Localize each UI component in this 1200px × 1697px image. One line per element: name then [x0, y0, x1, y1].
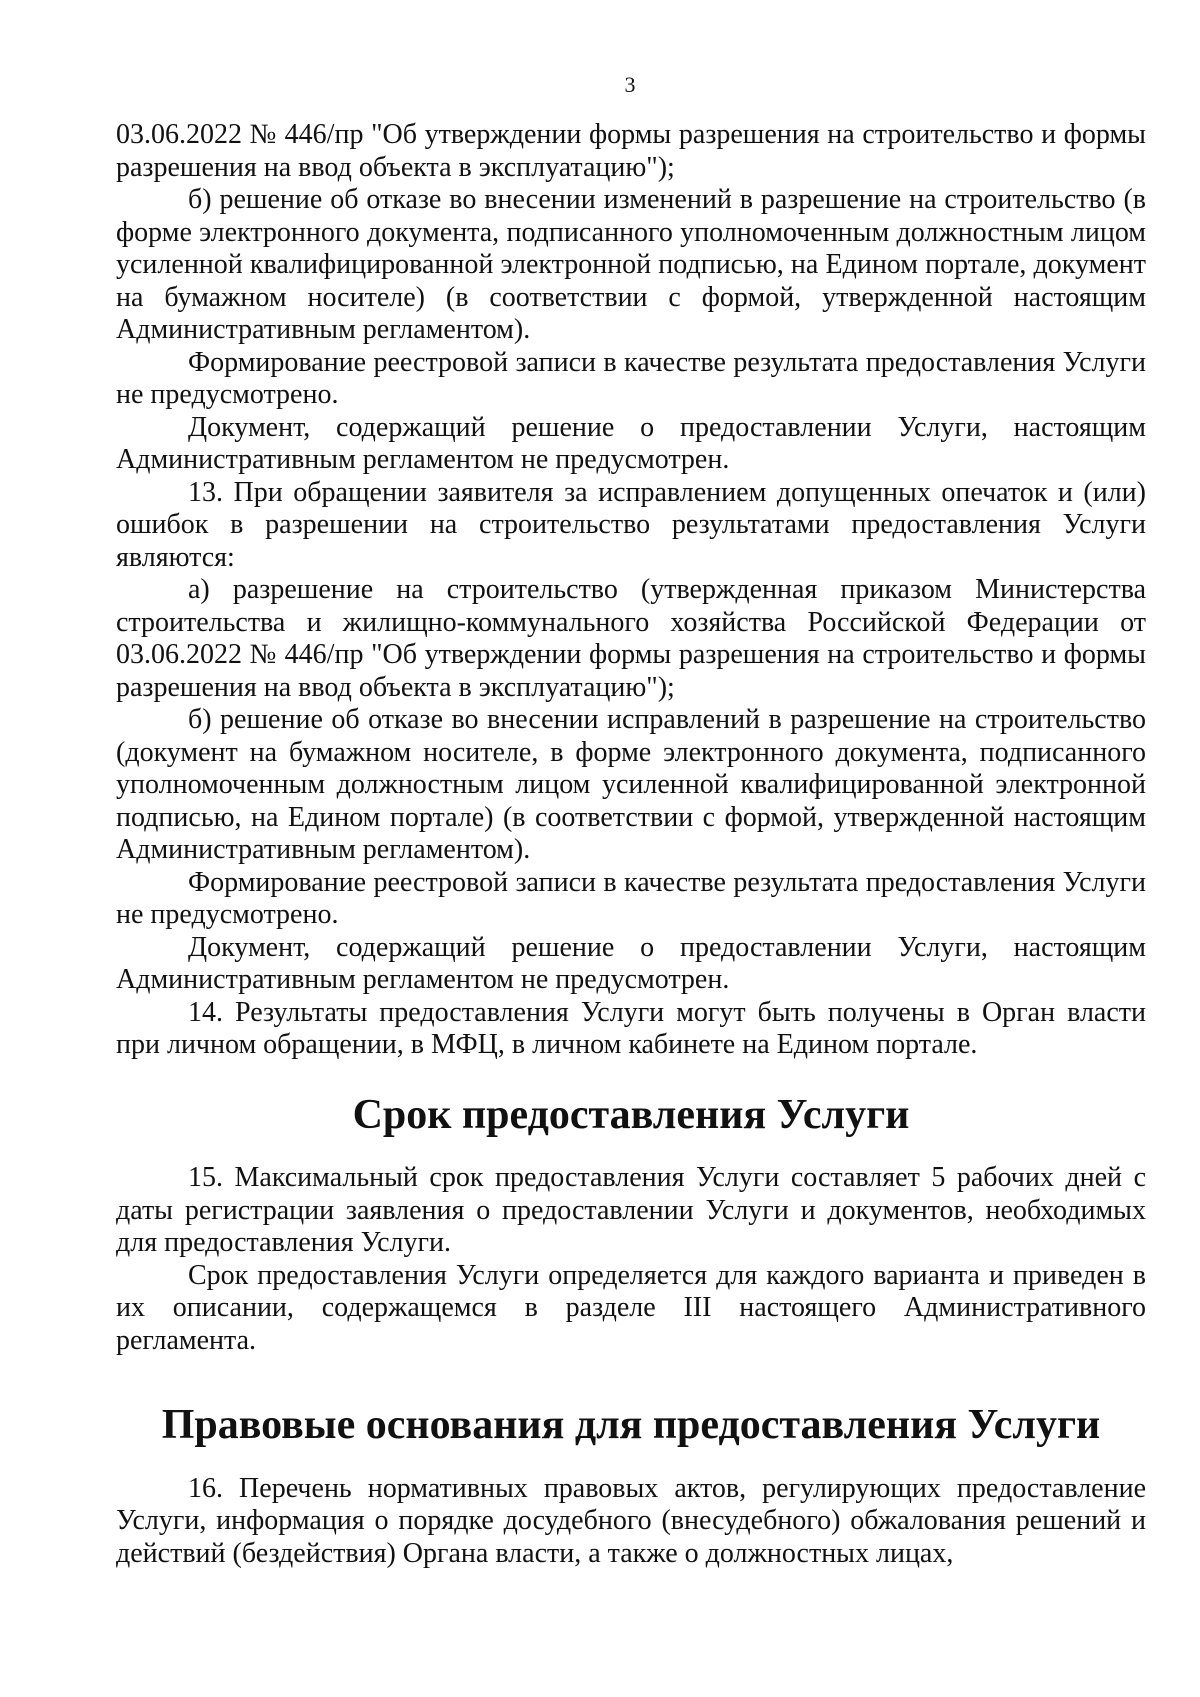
paragraph-order-reference: 03.06.2022 № 446/пр "Об утверждении формы разрешения на строительство и формы разрешения на ввод объекта в эксплуатацию"); [116, 119, 1146, 183]
paragraph-registry-record-2: Формирование реестровой записи в качестве результата предоставления Услуги не предусмотрено. [116, 866, 1146, 930]
paragraph-refusal-changes: б) решение об отказе во внесении изменений в разрешение на строительство (в форме электронного документа, подписанного уполномоченным должностным лицом усиленной квалифицированной электронной подписью, на Едином портале, документ на бумажном носителе) (в соответствии с формой, утвержденной настоящим Административным регламентом). [116, 184, 1146, 345]
page-number: 3 [624, 72, 636, 97]
paragraph-registry-record: Формирование реестровой записи в качестве результата предоставления Услуги не предусмотрено. [116, 346, 1146, 410]
paragraph-item-13-b: б) решение об отказе во внесении исправлений в разрешение на строительство (документ на бумажном носителе, в форме электронного документа, подписанного уполномоченным должностным лицом усиленной квалифицированной электронной подписью, на Едином портале) (в соответствии с формой, утвержденной настоящим Административным регламентом). [116, 704, 1146, 865]
paragraph-decision-document: Документ, содержащий решение о предоставлении Услуги, настоящим Административным регламентом не предусмотрен. [116, 411, 1146, 475]
paragraph-term-variants: Срок предоставления Услуги определяется для каждого варианта и приведен в их описании, содержащемся в разделе III настоящего Административного регламента. [116, 1259, 1146, 1356]
paragraph-item-15: 15. Максимальный срок предоставления Услуги составляет 5 рабочих дней с даты регистрации заявления о предоставлении Услуги и документов, необходимых для предоставления Услуги. [116, 1162, 1146, 1258]
paragraph-decision-document-2: Документ, содержащий решение о предоставлении Услуги, настоящим Административным регламентом не предусмотрен. [116, 931, 1146, 995]
paragraph-item-16: 16. Перечень нормативных правовых актов, регулирующих предоставление Услуги, информация о порядке досудебного (внесудебного) обжалования решений и действий (бездействия) Органа власти, а также о должностных лицах, [116, 1472, 1146, 1569]
paragraph-item-14: 14. Результаты предоставления Услуги могут быть получены в Орган власти при личном обращении, в МФЦ, в личном кабинете на Едином портале. [116, 996, 1146, 1060]
document-body [116, 119, 1146, 1570]
section-heading-legal-basis: Правовые основания для предоставления Услуги [161, 1402, 1101, 1448]
section-heading-term: Срок предоставления Услуги [352, 1091, 910, 1138]
paragraph-item-13: 13. При обращении заявителя за исправлением допущенных опечаток и (или) ошибок в разрешении на строительство результатами предоставления Услуги являются: [116, 476, 1146, 573]
paragraph-item-13-a: а) разрешение на строительство (утвержденная приказом Министерства строительства и жилищно-коммунального хозяйства Российской Федерации от 03.06.2022 № 446/пр "Об утверждении формы разрешения на строительство и формы разрешения на ввод объекта в эксплуатацию"); [116, 574, 1146, 703]
